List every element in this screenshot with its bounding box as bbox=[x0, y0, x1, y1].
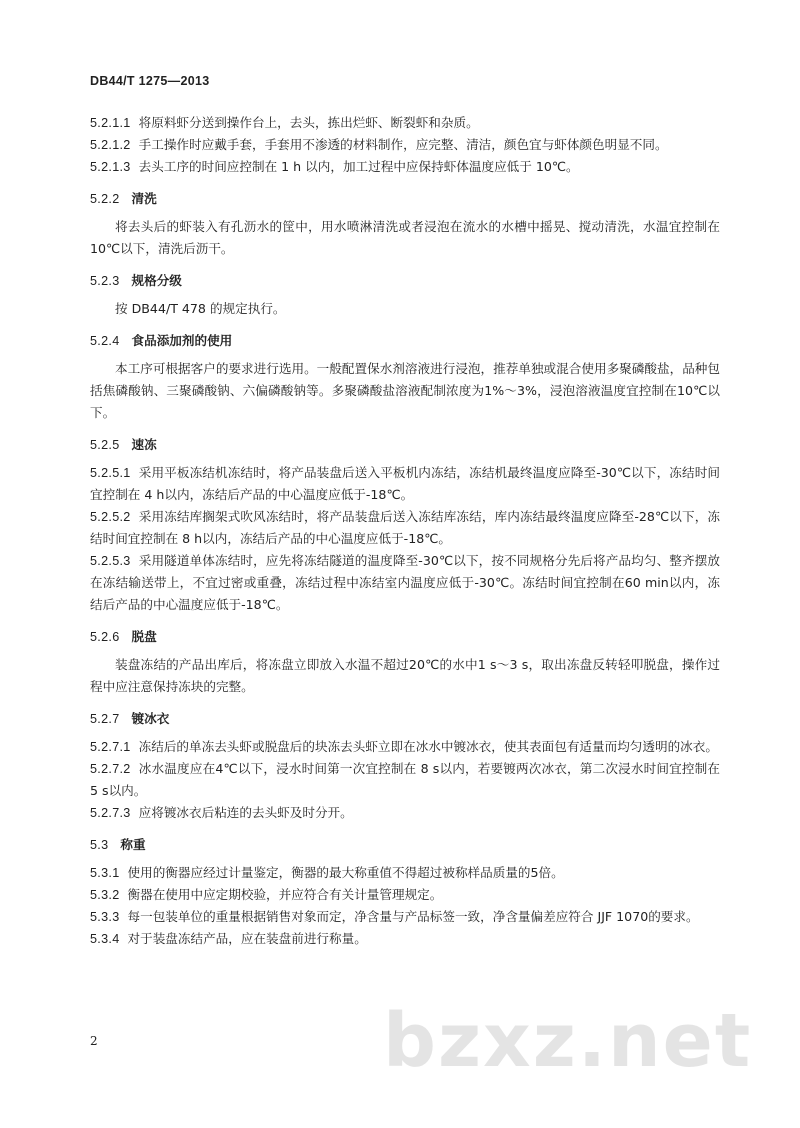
clause-text: 应将镀冰衣后粘连的去头虾及时分开。 bbox=[138, 805, 353, 820]
paragraph-5-2-6: 装盘冻结的产品出库后，将冻盘立即放入水温不超过20℃的水中1 s～3 s，取出冻盘反转轻叩脱盘，操作过程中应注意保持冻块的完整。 bbox=[90, 657, 720, 694]
paragraph-5-2-4: 本工序可根据客户的要求进行选用。一般配置保水剂溶液进行浸泡，推荐单独或混合使用多聚磷酸盐，品种包括焦磷酸钠、三聚磷酸钠、六偏磷酸钠等。多聚磷酸盐溶液配制浓度为1%～3%，浸泡溶液温度宜控制在10℃以下。 bbox=[90, 361, 720, 420]
standard-code-header: DB44/T 1275—2013 bbox=[90, 74, 210, 88]
heading-number: 5.2.6 bbox=[90, 630, 120, 644]
clause-5-3-4 bbox=[90, 928, 720, 950]
heading-number: 5.2.3 bbox=[90, 274, 120, 288]
clause-number: 5.2.7.2 bbox=[90, 762, 131, 776]
clause-text: 采用冻结库搁架式吹风冻结时，将产品装盘后送入冻结库冻结，库内冻结最终温度应降至-28℃以下，冻结时间宜控制在 8 h以内，冻结后产品的中心温度应低于-18℃。 bbox=[90, 509, 720, 546]
heading-number: 5.2.7 bbox=[90, 712, 120, 726]
clause-number: 5.2.5.1 bbox=[90, 466, 131, 480]
clause-text: 衡器在使用中应定期校验，并应符合有关计量管理规定。 bbox=[127, 887, 443, 902]
clause-number: 5.2.7.3 bbox=[90, 806, 131, 820]
clause-number: 5.2.1.1 bbox=[90, 116, 131, 130]
clause-text: 手工操作时应戴手套，手套用不渗透的材料制作，应完整、清洁，颜色宜与虾体颜色明显不同。 bbox=[138, 137, 668, 152]
clause-5-2-1-1 bbox=[90, 112, 720, 134]
heading-number: 5.3 bbox=[90, 838, 109, 852]
heading-title: 速冻 bbox=[131, 437, 157, 452]
heading-number: 5.2.5 bbox=[90, 438, 120, 452]
heading-number: 5.2.2 bbox=[90, 192, 120, 206]
clause-number: 5.2.5.2 bbox=[90, 510, 131, 524]
clause-text: 采用隧道单体冻结时，应先将冻结隧道的温度降至-30℃以下，按不同规格分先后将产品均匀、整齐摆放在冻结输送带上，不宜过密或重叠，冻结过程中冻结室内温度应低于-30℃。冻结时间宜控制在60 min以内，冻结后产品的中心温度应低于-18℃。 bbox=[90, 553, 720, 612]
clause-5-2-5-1 bbox=[90, 462, 720, 506]
heading-5-2-5 bbox=[90, 434, 720, 456]
clause-5-2-7-3 bbox=[90, 802, 720, 824]
clause-5-2-5-3 bbox=[90, 550, 720, 616]
clause-5-2-7-2 bbox=[90, 758, 720, 802]
heading-title: 镀冰衣 bbox=[131, 711, 170, 726]
document-body bbox=[90, 112, 720, 950]
clause-text: 采用平板冻结机冻结时，将产品装盘后送入平板机内冻结，冻结机最终温度应降至-30℃以下，冻结时间宜控制在 4 h以内，冻结后产品的中心温度应低于-18℃。 bbox=[90, 465, 720, 502]
clause-text: 每一包装单位的重量根据销售对象而定，净含量与产品标签一致，净含量偏差应符合 JJF 1070的要求。 bbox=[127, 909, 699, 924]
heading-title: 清洗 bbox=[131, 191, 157, 206]
clause-5-3-1 bbox=[90, 862, 720, 884]
heading-title: 脱盘 bbox=[131, 629, 157, 644]
clause-text: 对于装盘冻结产品，应在装盘前进行称量。 bbox=[127, 931, 367, 946]
clause-number: 5.2.7.1 bbox=[90, 740, 131, 754]
heading-number: 5.2.4 bbox=[90, 334, 120, 348]
clause-text: 去头工序的时间应控制在 1 h 以内，加工过程中应保持虾体温度应低于 10℃。 bbox=[138, 159, 579, 174]
clause-5-2-7-1 bbox=[90, 736, 720, 758]
heading-5-2-4 bbox=[90, 330, 720, 352]
clause-number: 5.2.1.3 bbox=[90, 160, 131, 174]
heading-title: 食品添加剂的使用 bbox=[131, 333, 233, 348]
clause-5-2-1-2 bbox=[90, 134, 720, 156]
heading-title: 称重 bbox=[120, 837, 146, 852]
clause-5-2-1-3 bbox=[90, 156, 720, 178]
heading-5-2-3 bbox=[90, 270, 720, 292]
clause-number: 5.3.3 bbox=[90, 910, 120, 924]
clause-5-3-3 bbox=[90, 906, 720, 928]
paragraph-5-2-2: 将去头后的虾装入有孔沥水的筐中，用水喷淋清洗或者浸泡在流水的水槽中摇晃、搅动清洗，水温宜控制在10℃以下，清洗后沥干。 bbox=[90, 219, 720, 256]
clause-text: 冰水温度应在4℃以下，浸水时间第一次宜控制在 8 s以内，若要镀两次冰衣，第二次浸水时间宜控制在 5 s以内。 bbox=[90, 761, 720, 798]
heading-5-3 bbox=[90, 834, 720, 856]
clause-5-3-2 bbox=[90, 884, 720, 906]
clause-number: 5.2.1.2 bbox=[90, 138, 131, 152]
watermark-text: bzxz.net bbox=[383, 998, 753, 1084]
heading-5-2-2 bbox=[90, 188, 720, 210]
heading-5-2-6 bbox=[90, 626, 720, 648]
clause-number: 5.3.4 bbox=[90, 932, 120, 946]
heading-title: 规格分级 bbox=[131, 273, 182, 288]
clause-text: 冻结后的单冻去头虾或脱盘后的块冻去头虾立即在冰水中镀冰衣，使其表面包有适量而均匀透明的冰衣。 bbox=[138, 739, 718, 754]
clause-5-2-5-2 bbox=[90, 506, 720, 550]
heading-5-2-7 bbox=[90, 708, 720, 730]
paragraph-5-2-3: 按 DB44/T 478 的规定执行。 bbox=[115, 301, 286, 316]
clause-text: 将原料虾分送到操作台上，去头，拣出烂虾、断裂虾和杂质。 bbox=[138, 115, 479, 130]
clause-text: 使用的衡器应经过计量鉴定，衡器的最大称重值不得超过被称样品质量的5倍。 bbox=[127, 865, 564, 880]
clause-number: 5.2.5.3 bbox=[90, 554, 131, 568]
clause-number: 5.3.1 bbox=[90, 866, 120, 880]
clause-number: 5.3.2 bbox=[90, 888, 120, 902]
page-number: 2 bbox=[90, 1034, 98, 1048]
